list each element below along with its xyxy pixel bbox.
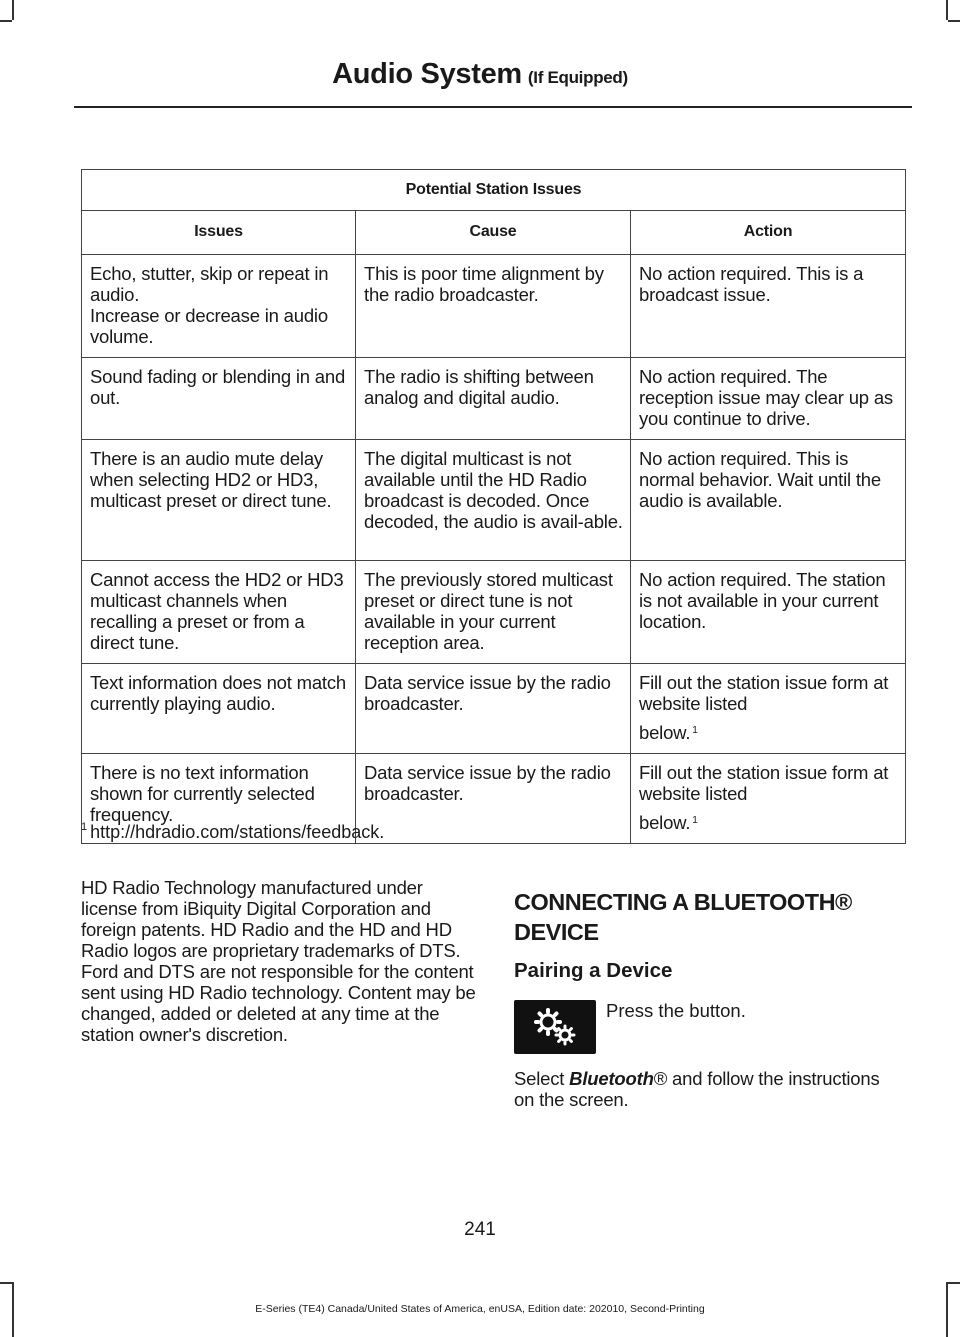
section-heading: CONNECTING A BLUETOOTH® DEVICE	[514, 889, 852, 945]
cause-cell: Data service issue by the radio broadcaster.	[356, 664, 631, 754]
page-title: Audio System	[332, 58, 522, 90]
crop-mark	[0, 20, 12, 22]
settings-gears-icon	[514, 1000, 596, 1054]
issue-cell: Echo, stutter, skip or repeat in audio. Increase or decrease in audio volume.	[82, 255, 356, 358]
cause-cell: The digital multicast is not available until the HD Radio broadcast is decoded. Once decoded, the audio is avail-able.	[356, 440, 631, 561]
action-cell: Fill out the station issue form at website listed below. $^1$	[631, 664, 906, 754]
action-cell: No action required. This is normal behavior. Wait until the audio is available.	[631, 440, 906, 561]
action-cell: No action required. The station is not available in your current location.	[631, 561, 906, 664]
table-row	[82, 358, 906, 440]
page-subtitle: (If Equipped)	[527, 68, 628, 87]
crop-mark	[0, 1282, 12, 1284]
action-cell: No action required. This is a broadcast issue.	[631, 255, 906, 358]
station-issues-table	[81, 169, 906, 844]
crop-mark	[948, 1282, 960, 1284]
select-instruction: Select Bluetooth® and follow the instructions on the screen.	[514, 1068, 880, 1110]
issue-cell: There is an audio mute delay when selecting HD2 or HD3, multicast preset or direct tune.	[82, 440, 356, 561]
page-header	[0, 58, 960, 91]
issue-cell: There is no text information shown for currently selected frequency.	[82, 754, 356, 844]
press-instruction: Press the button.	[606, 1000, 746, 1021]
subsection-heading: Pairing a Device	[514, 959, 673, 982]
action-cell: Fill out the station issue form at website listed below. $^1$	[631, 754, 906, 844]
issue-cell: Sound fading or blending in and out.	[82, 358, 356, 440]
issue-cell: Cannot access the HD2 or HD3 multicast channels when recalling a preset or from a direct tune.	[82, 561, 356, 664]
column-header-action: Action	[631, 211, 906, 255]
table-row	[82, 561, 906, 664]
bluetooth-term: Bluetooth	[569, 1068, 654, 1089]
cause-cell: The radio is shifting between analog and digital audio.	[356, 358, 631, 440]
footnote-marker: 1	[81, 821, 88, 833]
cause-cell: Data service issue by the radio broadcaster.	[356, 754, 631, 844]
cause-cell: This is poor time alignment by the radio broadcaster.	[356, 255, 631, 358]
crop-mark	[948, 20, 960, 22]
header-rule	[74, 106, 912, 108]
footnote-ref: 1	[692, 815, 698, 826]
page-footer: E-Series (TE4) Canada/United States of America, enUSA, Edition date: 202010, Second-Printing	[255, 1303, 705, 1315]
column-header-issues: Issues	[82, 211, 356, 255]
footnote-link: http://hdradio.com/stations/feedback.	[90, 822, 385, 842]
page-number: 241	[464, 1219, 496, 1240]
crop-mark	[946, 0, 948, 20]
hd-radio-disclaimer: HD Radio Technology manufactured under license from iBiquity Digital Corporation and foreign patents. HD Radio and the HD and HD Radio logos are proprietary trademarks of DTS. Ford and DTS are not responsible for the content sent using HD Radio technology. Content may be changed, added or deleted at any time at the station owner's discretion.	[81, 877, 476, 1045]
table-row	[82, 664, 906, 754]
crop-mark	[12, 0, 14, 20]
table-row	[82, 255, 906, 358]
table-row	[82, 440, 906, 561]
footnote-ref: 1	[692, 725, 698, 736]
column-header-cause: Cause	[356, 211, 631, 255]
cause-cell: The previously stored multicast preset or direct tune is not available in your current reception area.	[356, 561, 631, 664]
issue-cell: Text information does not match currently playing audio.	[82, 664, 356, 754]
table-caption: Potential Station Issues	[82, 170, 906, 211]
action-cell: No action required. The reception issue may clear up as you continue to drive.	[631, 358, 906, 440]
footnote	[81, 822, 384, 843]
